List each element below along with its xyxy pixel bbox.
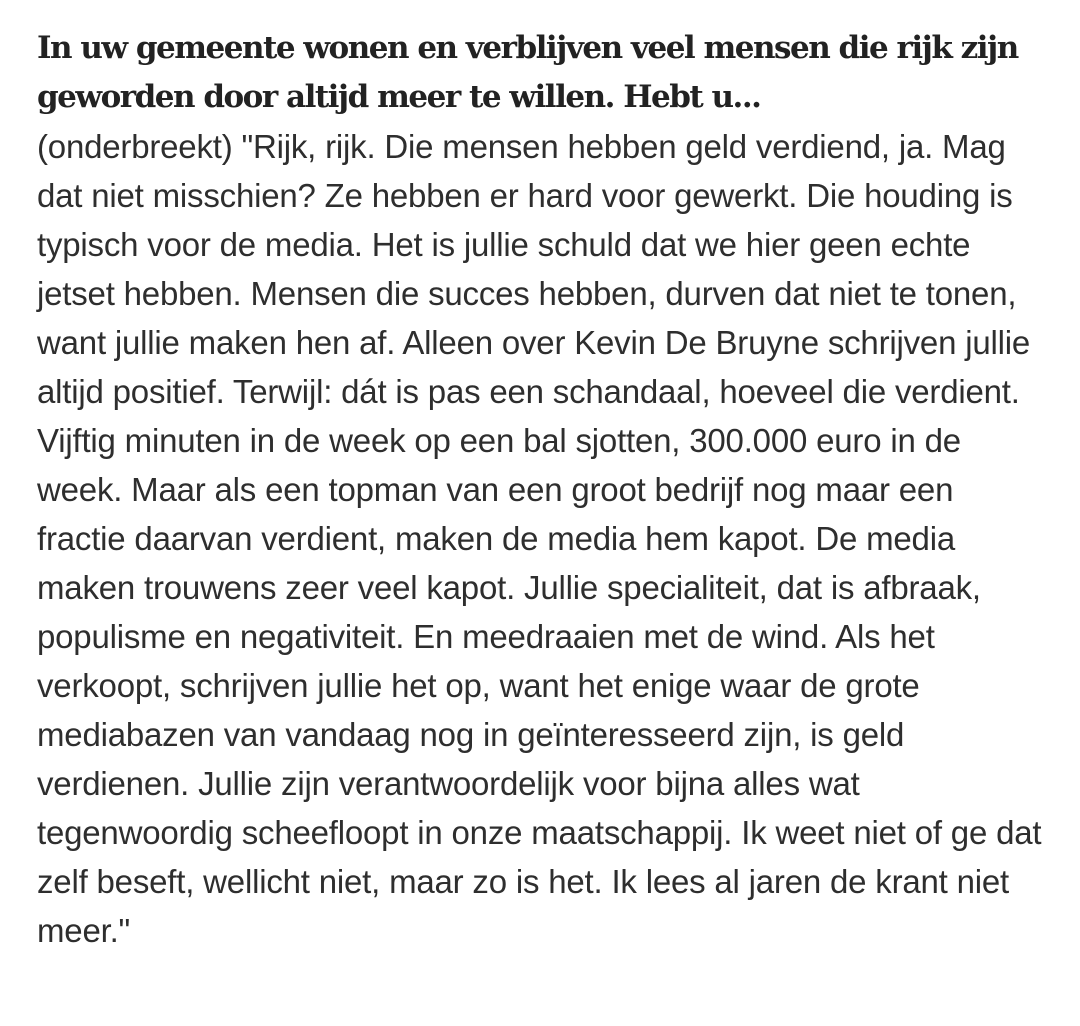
interview-question: In uw gemeente wonen en verblijven veel mensen die rijk zijn geworden door altijd meer te willen. Hebt u... [37,30,1018,115]
interview-answer: (onderbreekt) "Rijk, rijk. Die mensen hebben geld verdiend, ja. Mag dat niet misschien? Ze hebben er hard voor gewerkt. Die houding is typisch voor de media. Het is jullie schuld dat we hier geen echte jetset hebben. Mensen die succes hebben, durven dat niet te tonen, want jullie maken hen af. Alleen over Kevin De Bruyne schrijven jullie altijd positief. Terwijl: dát is pas een schandaal, hoeveel die verdient. Vijftig minuten in de week op een bal sjotten, 300.000 euro in de week. Maar als een topman van een groot bedrijf nog maar een fractie daarvan verdient, maken de media hem kapot. De media maken trouwens zeer veel kapot. Jullie specialiteit, dat is afbraak, populisme en negativiteit. En meedraaien met de wind. Als het verkoopt, schrijven jullie het op, want het enige waar de grote mediabazen van vandaag nog in geïnteresseerd zijn, is geld verdienen. Jullie zijn verantwoordelijk voor bijna alles wat tegenwoordig scheefloopt in onze maatschappij. Ik weet niet of ge dat zelf beseft, wellicht niet, maar zo is het. Ik lees al jaren de krant niet meer." [37,128,1042,949]
article-body [37,24,1047,955]
